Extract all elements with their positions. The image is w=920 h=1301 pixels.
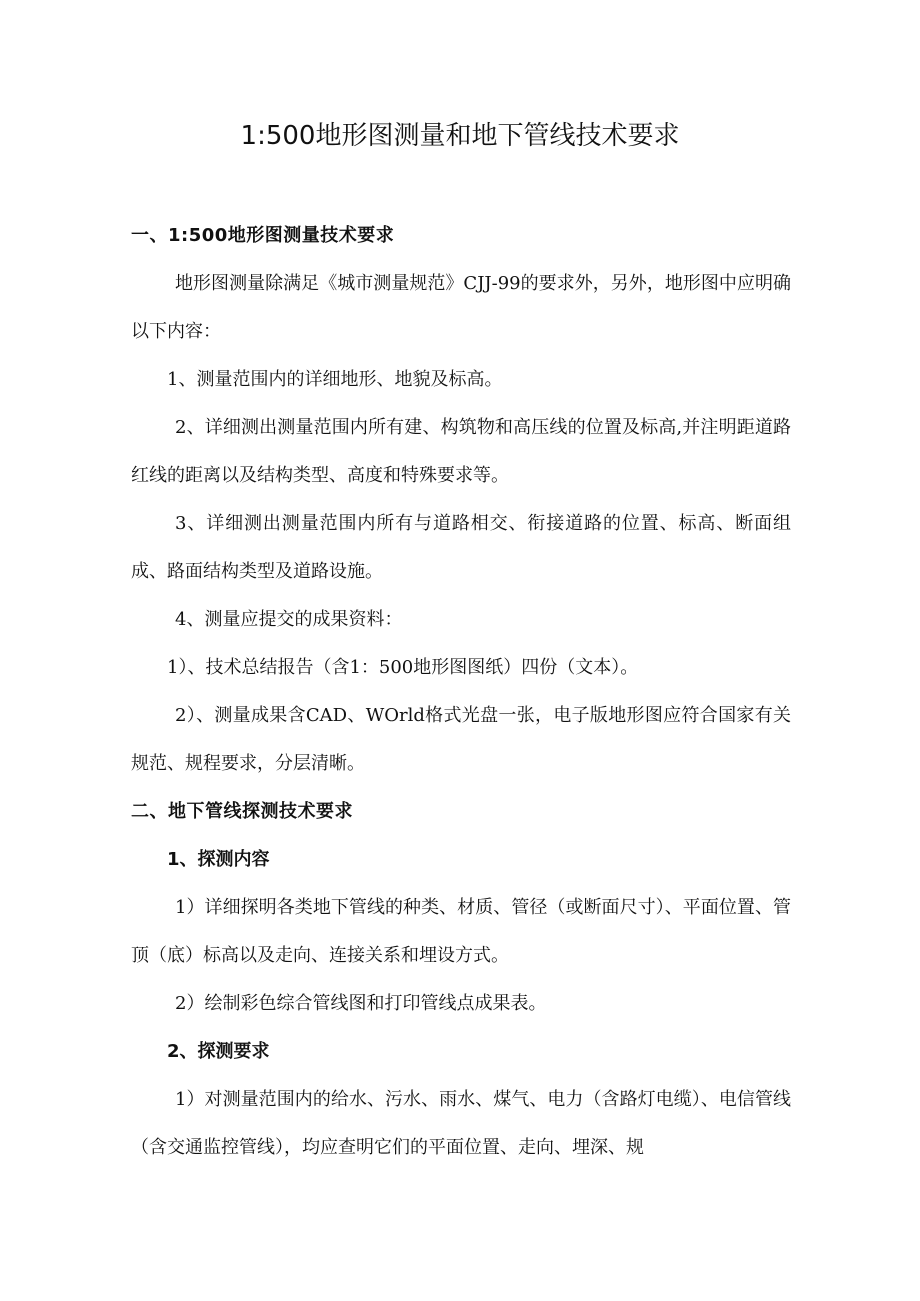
section2-sub1-heading: 1、探测内容 <box>167 849 270 870</box>
document-title: 1:500地形图测量和地下管线技术要求 <box>240 121 680 151</box>
section1-item4: 4、测量应提交的成果资料： <box>175 609 403 630</box>
section2-heading: 二、地下管线探测技术要求 <box>131 801 353 822</box>
section1-item4-2: 2）、测量成果含CAD、WOrld格式光盘一张，电子版地形图应符合国家有关规范、规程要求，分层清晰。 <box>131 705 791 774</box>
section1-heading: 一、1:500地形图测量技术要求 <box>131 225 395 246</box>
section2-sub2-item1: 1）对测量范围内的给水、污水、雨水、煤气、电力（含路灯电缆）、电信管线（含交通监控管线），均应查明它们的平面位置、走向、埋深、规 <box>131 1089 791 1158</box>
section1-item3: 3、详细测出测量范围内所有与道路相交、衔接道路的位置、标高、断面组成、路面结构类型及道路设施。 <box>131 513 791 582</box>
section2-sub1-item2: 2）绘制彩色综合管线图和打印管线点成果表。 <box>175 993 547 1014</box>
section1-intro: 地形图测量除满足《城市测量规范》CJJ-99的要求外，另外，地形图中应明确以下内容： <box>131 273 791 342</box>
section1-item4-1: 1）、技术总结报告（含1：500地形图图纸）四份（文本）。 <box>167 657 639 678</box>
section1-item1: 1、测量范围内的详细地形、地貌及标高。 <box>167 369 503 390</box>
section2-sub1-item1: 1）详细探明各类地下管线的种类、材质、管径（或断面尺寸）、平面位置、管顶（底）标高以及走向、连接关系和埋设方式。 <box>131 897 791 966</box>
section2-sub2-heading: 2、探测要求 <box>167 1041 270 1062</box>
section1-item2: 2、详细测出测量范围内所有建、构筑物和高压线的位置及标高,并注明距道路红线的距离以及结构类型、高度和特殊要求等。 <box>131 417 791 486</box>
document-body <box>131 212 791 1172</box>
